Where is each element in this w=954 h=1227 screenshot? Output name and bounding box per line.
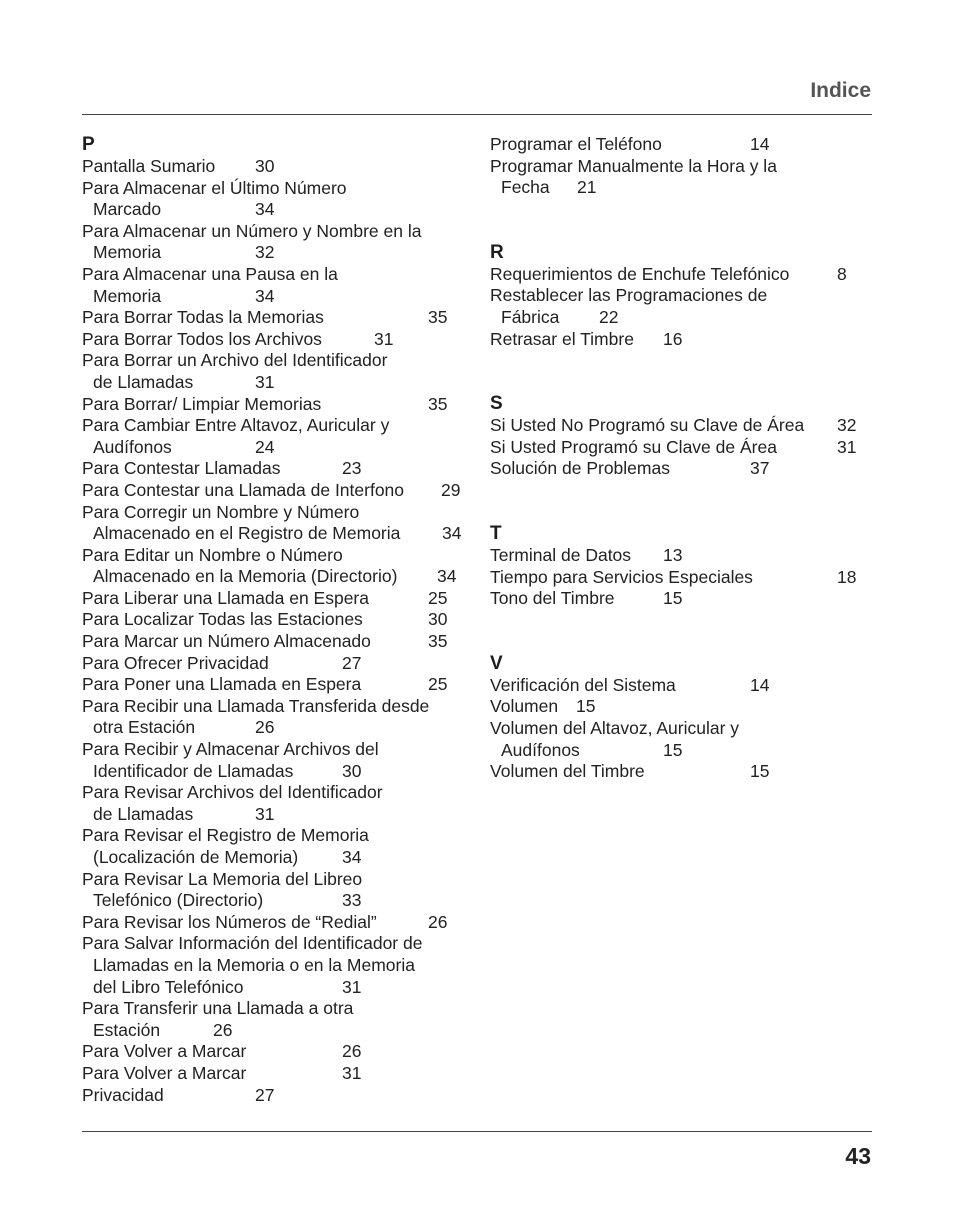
index-entry	[82, 782, 467, 825]
entry-line	[490, 718, 875, 740]
entry-text: Tono del Timbre	[490, 588, 615, 609]
index-entry	[490, 156, 875, 199]
entry-page-number: 30	[342, 760, 362, 781]
index-entry	[490, 696, 875, 718]
entry-page-number: 34	[437, 566, 457, 587]
entry-text: Para Almacenar un Número y Nombre en la	[82, 220, 422, 241]
entry-line	[82, 523, 467, 545]
entry-line	[490, 156, 875, 178]
entry-text: Telefónico (Directorio)	[93, 890, 264, 911]
index-entry	[490, 285, 875, 328]
entry-text: Marcado	[93, 199, 162, 220]
entry-line	[82, 609, 467, 631]
entry-line	[490, 675, 875, 697]
entry-text: Para Liberar una Llamada en Espera	[82, 587, 369, 608]
entry-line	[82, 653, 467, 675]
entry-line	[490, 567, 875, 589]
entry-page-number: 23	[342, 458, 362, 479]
entry-line	[82, 955, 467, 977]
index-entry	[82, 307, 467, 329]
section-gap	[490, 610, 875, 653]
entry-page-number: 26	[342, 1041, 362, 1062]
entry-line	[82, 696, 467, 718]
entry-text: Para Localizar Todas las Estaciones	[82, 609, 363, 630]
entry-text: Para Corregir un Nombre y Número	[82, 501, 360, 522]
entry-line	[490, 458, 875, 480]
entry-line	[82, 890, 467, 912]
entry-text: Para Poner una Llamada en Espera	[82, 674, 362, 695]
index-entry	[82, 264, 467, 307]
entry-text: Para Ofrecer Privacidad	[82, 652, 269, 673]
entry-text: (Localización de Memoria)	[93, 847, 299, 867]
entry-page-number: 35	[428, 631, 448, 652]
entry-line	[82, 977, 467, 999]
entry-page-number: 31	[255, 371, 275, 392]
entry-text: Para Borrar Todos los Archivos	[82, 328, 322, 349]
entry-text: Programar Manualmente la Hora y la	[490, 155, 777, 176]
entry-page-number: 32	[837, 415, 857, 436]
section-gap	[490, 480, 875, 523]
entry-line	[82, 545, 467, 567]
index-entry	[82, 480, 467, 502]
entry-line	[82, 869, 467, 891]
entry-text: Tiempo para Servicios Especiales	[490, 566, 753, 587]
entry-page-number: 8	[837, 263, 847, 284]
index-entry	[82, 696, 467, 739]
entry-text: Almacenado en el Registro de Memoria	[93, 523, 401, 544]
entry-line	[82, 1041, 467, 1063]
section-letter-s: S	[490, 393, 503, 415]
entry-line	[490, 285, 875, 307]
index-entry	[82, 329, 467, 351]
entry-text: Para Borrar un Archivo del Identificador	[82, 350, 388, 371]
entry-line	[82, 264, 467, 286]
entry-page-number: 30	[428, 609, 448, 630]
entry-line	[82, 502, 467, 524]
entry-page-number: 15	[663, 588, 683, 609]
entry-page-number: 30	[255, 156, 275, 176]
entry-line	[490, 437, 875, 459]
entry-page-number: 35	[428, 307, 448, 328]
entry-line	[490, 177, 875, 199]
index-entry	[82, 1085, 467, 1107]
entry-page-number: 24	[255, 436, 275, 457]
entry-line	[490, 545, 875, 567]
entry-text: Verificación del Sistema	[490, 674, 676, 695]
entry-text: Privacidad	[82, 1084, 164, 1105]
index-entry	[82, 739, 467, 782]
entry-page-number: 21	[577, 177, 597, 198]
entry-page-number: 27	[255, 1084, 275, 1105]
index-entry	[82, 609, 467, 631]
entry-text: Para Editar un Nombre o Número	[82, 544, 343, 565]
entry-page-number: 34	[255, 199, 275, 220]
entry-text: Si Usted Programó su Clave de Área	[490, 436, 777, 457]
index-entry	[82, 350, 467, 393]
index-entry	[82, 221, 467, 264]
entry-page-number: 14	[750, 134, 770, 154]
entry-line	[490, 761, 875, 783]
entry-text: Fecha	[501, 177, 550, 198]
entry-text: Para Recibir y Almacenar Archivos del	[82, 739, 379, 760]
entry-text: Identificador de Llamadas	[93, 760, 294, 781]
entry-text: Para Almacenar una Pausa en la	[82, 263, 338, 284]
entry-line	[82, 588, 467, 610]
entry-text: Para Volver a Marcar	[82, 1062, 247, 1083]
entry-page-number: 32	[255, 242, 275, 263]
section-letter-p: P	[82, 134, 95, 155]
entry-line	[82, 717, 467, 739]
entry-line	[490, 307, 875, 329]
entry-line	[82, 1020, 467, 1042]
entry-text: Para Cambiar Entre Altavoz, Auricular y	[82, 415, 390, 436]
index-entry	[490, 718, 875, 761]
entry-text: Para Revisar los Números de “Redial”	[82, 911, 377, 932]
index-entry	[82, 869, 467, 912]
entry-line	[490, 329, 875, 351]
index-entry	[82, 458, 467, 480]
header-rule	[82, 114, 872, 115]
entry-line	[82, 739, 467, 761]
entry-text: otra Estación	[93, 717, 196, 738]
index-entry	[490, 264, 875, 286]
entry-page-number: 35	[428, 393, 448, 414]
index-column-left	[82, 134, 467, 1106]
entry-text: Para Borrar Todas la Memorias	[82, 307, 324, 328]
entry-line	[82, 674, 467, 696]
entry-page-number: 31	[374, 328, 394, 349]
entry-line	[490, 588, 875, 610]
section-gap	[490, 199, 875, 242]
entry-line	[82, 631, 467, 653]
entry-text: Estación	[93, 1019, 161, 1040]
entry-text: Volumen del Timbre	[490, 761, 645, 782]
entry-line	[82, 415, 467, 437]
page-header-title: Indice	[810, 79, 871, 102]
entry-page-number: 33	[342, 890, 362, 911]
entry-text: Si Usted No Programó su Clave de Área	[490, 415, 805, 436]
entry-page-number: 18	[837, 566, 857, 587]
index-entry	[82, 394, 467, 416]
section-letter-r: R	[490, 241, 504, 263]
entry-page-number: 31	[342, 976, 362, 997]
entry-text: Audífonos	[93, 436, 172, 457]
entry-page-number: 26	[428, 911, 448, 932]
entry-page-number: 16	[663, 328, 683, 349]
entry-page-number: 26	[255, 717, 275, 738]
entry-line	[82, 1063, 467, 1085]
index-entry	[490, 588, 875, 610]
index-entry	[490, 567, 875, 589]
entry-text: Para Salvar Información del Identificador de	[82, 933, 423, 954]
entry-text: de Llamadas	[93, 803, 194, 824]
index-entry	[490, 761, 875, 783]
entry-text: del Libro Telefónico	[93, 976, 244, 997]
entry-text: Volumen del Altavoz, Auricular y	[490, 717, 740, 738]
index-entry	[82, 825, 467, 868]
entry-text: Para Revisar Archivos del Identificador	[82, 782, 383, 803]
entry-line	[82, 199, 467, 221]
entry-text: Pantalla Sumario	[82, 156, 216, 176]
entry-line	[82, 221, 467, 243]
entry-line	[82, 329, 467, 351]
section-letter-t: T	[490, 522, 502, 544]
entry-page-number: 31	[837, 436, 857, 457]
entry-text: Audífonos	[501, 739, 580, 760]
entry-page-number: 27	[342, 652, 362, 673]
entry-page-number: 34	[342, 847, 362, 867]
index-entry	[82, 674, 467, 696]
entry-page-number: 25	[428, 587, 448, 608]
index-entry	[82, 588, 467, 610]
entry-line	[82, 156, 467, 178]
section-letter-v: V	[490, 652, 503, 674]
entry-text: Para Marcar un Número Almacenado	[82, 631, 371, 652]
entry-line	[82, 307, 467, 329]
entry-text: Para Almacenar el Último Número	[82, 177, 347, 198]
entry-page-number: 15	[576, 696, 596, 717]
entry-text: de Llamadas	[93, 371, 194, 392]
entry-page-number: 14	[750, 674, 770, 695]
entry-page-number: 29	[441, 479, 461, 500]
entry-text: Solución de Problemas	[490, 458, 670, 479]
entry-text: Para Transferir una Llamada a otra	[82, 998, 354, 1019]
entry-text: Almacenado en la Memoria (Directorio)	[93, 566, 398, 587]
entry-line	[490, 696, 875, 718]
index-entry	[82, 545, 467, 588]
entry-page-number: 37	[750, 458, 770, 479]
index-entry	[82, 653, 467, 675]
entry-line	[82, 1085, 467, 1107]
page-number: 43	[845, 1143, 871, 1169]
entry-page-number: 34	[442, 523, 462, 544]
index-entry	[490, 458, 875, 480]
index-entry	[490, 545, 875, 567]
entry-text: Memoria	[93, 285, 162, 306]
entry-text: Para Contestar Llamadas	[82, 458, 281, 479]
entry-text: Requerimientos de Enchufe Telefónico	[490, 263, 790, 284]
entry-text: Para Contestar una Llamada de Interfono	[82, 479, 405, 500]
entry-line	[82, 286, 467, 308]
entry-page-number: 34	[255, 285, 275, 306]
entry-line	[82, 458, 467, 480]
index-entry	[490, 329, 875, 351]
entry-line	[82, 372, 467, 394]
entry-page-number: 25	[428, 674, 448, 695]
index-entry	[82, 912, 467, 934]
index-column-right	[490, 134, 875, 783]
section-gap	[490, 350, 875, 393]
entry-text: Retrasar el Timbre	[490, 328, 634, 349]
entry-line	[82, 242, 467, 264]
entry-line	[490, 415, 875, 437]
entry-line	[82, 782, 467, 804]
entry-line	[82, 350, 467, 372]
entry-line	[82, 825, 467, 847]
index-entry	[82, 1041, 467, 1063]
index-entry	[82, 998, 467, 1041]
entry-line	[82, 394, 467, 416]
entry-line	[490, 740, 875, 762]
entry-text: Programar el Teléfono	[490, 134, 662, 154]
entry-line	[82, 480, 467, 502]
entry-text: Llamadas en la Memoria o en la Memoria	[93, 954, 415, 975]
entry-text: Memoria	[93, 242, 162, 263]
entry-line	[82, 847, 467, 869]
index-entry	[82, 178, 467, 221]
entry-text: Para Revisar La Memoria del Libreo	[82, 868, 363, 889]
entry-line	[82, 998, 467, 1020]
entry-text: Para Borrar/ Limpiar Memorias	[82, 393, 322, 414]
index-entry	[490, 415, 875, 437]
entry-line	[82, 804, 467, 826]
entry-page-number: 31	[342, 1062, 362, 1083]
entry-page-number: 13	[663, 544, 683, 565]
index-entry	[82, 1063, 467, 1085]
entry-page-number: 26	[213, 1019, 233, 1040]
entry-text: Terminal de Datos	[490, 544, 632, 565]
index-entry	[490, 437, 875, 459]
entry-line	[82, 933, 467, 955]
index-entry	[82, 631, 467, 653]
footer-rule	[82, 1131, 872, 1132]
entry-text: Volumen	[490, 696, 559, 717]
index-entry	[490, 675, 875, 697]
entry-line	[82, 761, 467, 783]
index-entry	[82, 933, 467, 998]
entry-text: Para Revisar el Registro de Memoria	[82, 825, 369, 846]
entry-line	[82, 437, 467, 459]
entry-line	[82, 912, 467, 934]
entry-line	[82, 566, 467, 588]
entry-page-number: 15	[750, 761, 770, 782]
entry-text: Para Volver a Marcar	[82, 1041, 247, 1062]
entry-text: Para Recibir una Llamada Transferida desde	[82, 695, 430, 716]
entry-line	[82, 178, 467, 200]
index-entry	[490, 134, 875, 156]
entry-text: Fábrica	[501, 306, 560, 327]
entry-page-number: 31	[255, 803, 275, 824]
index-entry	[82, 156, 467, 178]
index-entry	[82, 415, 467, 458]
entry-text: Restablecer las Programaciones de	[490, 285, 768, 306]
entry-line	[490, 134, 875, 156]
entry-page-number: 15	[663, 739, 683, 760]
index-entry	[82, 502, 467, 545]
entry-line	[490, 264, 875, 286]
entry-page-number: 22	[599, 306, 619, 327]
